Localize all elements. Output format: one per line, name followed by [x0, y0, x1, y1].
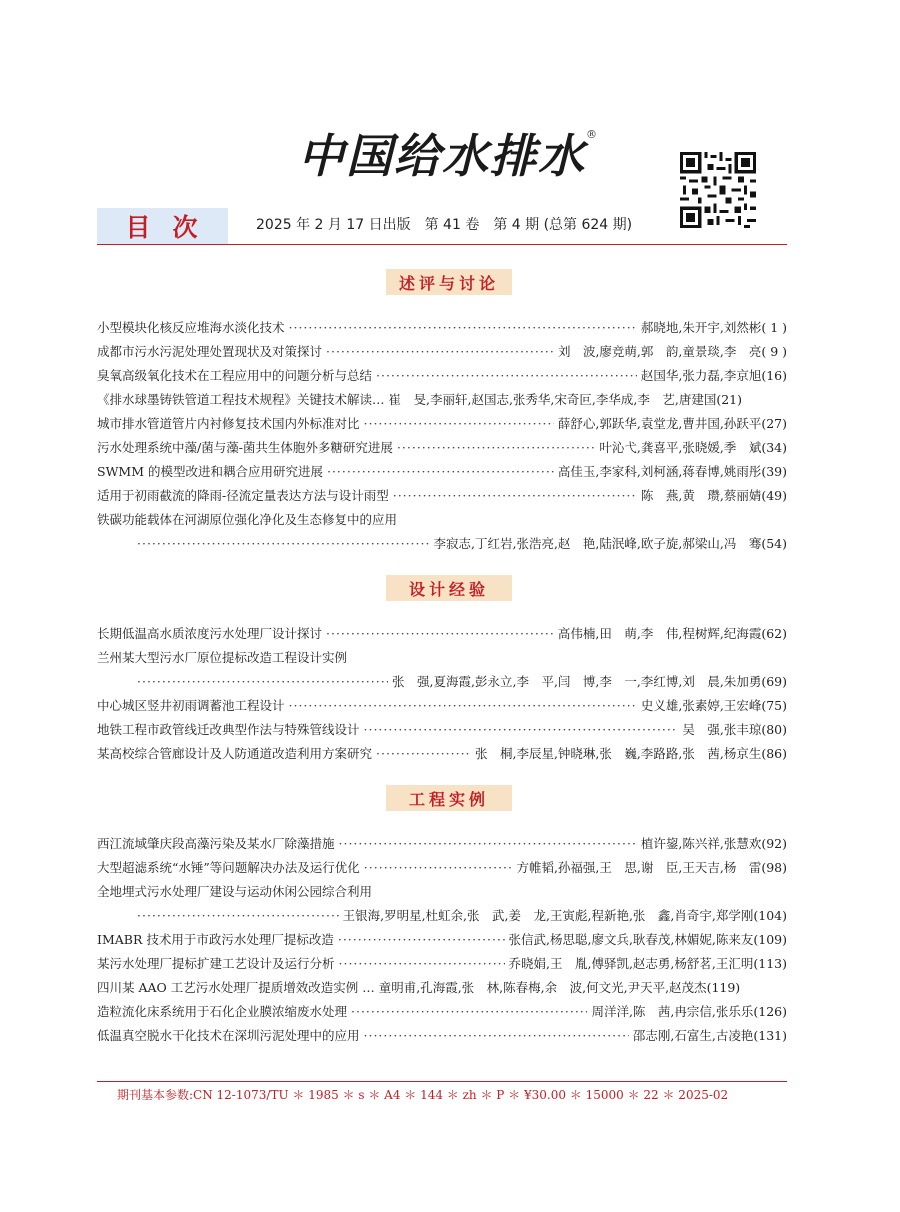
entry-authors: 周洋洋,陈 茜,冉宗信,张乐乐: [591, 1004, 754, 1019]
toc-entry[interactable]: [97, 1002, 787, 1022]
toc-entry[interactable]: [97, 366, 787, 386]
entry-authors: 刘 波,廖竞萌,郭 韵,童景琰,李 亮: [557, 344, 762, 359]
entry-page: (104): [753, 908, 787, 923]
issue-info: 2025 年 2 月 17 日出版 第 41 卷 第 4 期 (总第 624 期): [256, 217, 633, 233]
toc-entry-title[interactable]: 铁碳功能载体在河湖原位强化净化及生态修复中的应用: [97, 512, 398, 527]
toc-entry[interactable]: [97, 978, 787, 998]
entry-page: ( 9 ): [761, 344, 787, 359]
toc-entry[interactable]: [97, 438, 787, 458]
toc-entry-continuation[interactable]: [137, 906, 787, 926]
toc-entry[interactable]: [97, 954, 787, 974]
toc-entry[interactable]: [97, 858, 787, 878]
entry-title: 长期低温高水质浓度污水处理厂设计探讨: [97, 626, 323, 641]
entry-page: (21): [716, 392, 743, 407]
entry-page: (86): [761, 746, 787, 761]
entry-authors: 王银海,罗明星,杜虹余,张 武,姜 龙,王寅彪,程新艳,张 鑫,肖奇宇,郑学刚: [342, 908, 754, 923]
entry-authors: 李寂志,丁红岩,张浩亮,赵 艳,陆泯峰,欧子旋,郝梁山,冯 骞: [433, 536, 762, 551]
entry-title: 适用于初雨截流的降雨-径流定量表达方法与设计雨型: [97, 488, 389, 503]
entry-title: 小型模块化核反应堆海水淡化技术: [97, 320, 285, 335]
entry-page: (62): [761, 626, 787, 641]
toc-entry[interactable]: [97, 318, 787, 338]
toc-entry[interactable]: [97, 834, 787, 854]
entry-authors: 张 桐,李辰星,钟晓琳,张 巍,李路路,张 茜,杨京生: [474, 746, 762, 761]
entry-title: 成都市污水污泥处理处置现状及对策探讨: [97, 344, 323, 359]
entry-authors: 陈 燕,黄 瓒,蔡丽婧: [640, 488, 762, 503]
entry-page: (131): [753, 1028, 787, 1043]
toc-entry[interactable]: [97, 930, 787, 950]
entry-authors: 史义雄,张素婷,王宏峰: [640, 698, 762, 713]
entry-page: (69): [761, 674, 787, 689]
entry-page: (49): [761, 488, 787, 503]
qr-code-icon: [680, 152, 756, 228]
toc-entry[interactable]: [97, 624, 787, 644]
toc-label: 目次: [97, 208, 228, 244]
registered-mark: ®: [586, 128, 597, 141]
toc-entry[interactable]: [97, 390, 787, 410]
entry-authors: 吴 强,张丰琼: [682, 722, 762, 737]
entry-authors: 叶沁弋,龚喜平,张晓媛,季 斌: [599, 440, 762, 455]
entry-page: ( 1 ): [761, 320, 787, 335]
entry-title: 城市排水管道管片内衬修复技术国内外标准对比: [97, 416, 360, 431]
entry-page: (113): [753, 956, 787, 971]
entry-authors: 张信武,杨思聪,廖文兵,耿春茂,林媚妮,陈来友: [508, 932, 754, 947]
toc-entry[interactable]: [97, 744, 787, 764]
entry-title: 中心城区竖井初雨调蓄池工程设计: [97, 698, 285, 713]
entry-title: 某高校综合管廊设计及人防通道改造利用方案研究: [97, 746, 373, 761]
entry-title: 地铁工程市政管线迁改典型作法与特殊管线设计: [97, 722, 360, 737]
entry-title: 西江流域肇庆段高藻污染及某水厂除藻措施: [97, 836, 335, 851]
entry-title: 污水处理系统中藻/菌与藻-菌共生体胞外多糖研究进展: [97, 440, 393, 455]
entry-page: (109): [753, 932, 787, 947]
entry-title: 大型超滤系统“水锤”等问题解决办法及运行优化: [97, 860, 360, 875]
entry-title: 四川某 AAO 工艺污水处理厂提质增效改造实例 …: [97, 980, 375, 995]
entry-authors: 赵国华,张力磊,李京旭: [640, 368, 762, 383]
entry-page: (16): [761, 368, 787, 383]
entry-title: 低温真空脱水干化技术在深圳污泥处理中的应用: [97, 1028, 360, 1043]
section-title-review: 述评与讨论: [386, 269, 512, 295]
entry-title: 某污水处理厂提标扩建工艺设计及运行分析: [97, 956, 335, 971]
section-title-cases: 工程实例: [386, 785, 512, 811]
entry-authors: 薛舒心,郭跃华,袁堂龙,曹井国,孙跃平: [557, 416, 762, 431]
toc-entry-continuation[interactable]: [137, 534, 787, 554]
toc-entry[interactable]: [97, 1026, 787, 1046]
entry-page: (98): [761, 860, 787, 875]
entry-authors: 高佳玉,李家科,刘柯涵,蒋春博,姚雨彤: [557, 464, 762, 479]
entry-authors: 邵志刚,石富生,古凌艳: [632, 1028, 754, 1043]
section-title-design: 设计经验: [386, 575, 512, 601]
entry-authors: 童明甫,孔海霞,张 林,陈春梅,余 波,何文光,尹天平,赵茂杰: [378, 980, 707, 995]
journal-masthead: 中国给水排水: [298, 129, 586, 183]
entry-page: (54): [761, 536, 787, 551]
entry-page: (126): [753, 1004, 787, 1019]
entry-page: (39): [761, 464, 787, 479]
journal-parameters: 期刊基本参数:CN 12-1073/TU ＊ 1985 ＊ s ＊ A4 ＊ 144 ＊ zh ＊ P ＊ ¥30.00 ＊ 15000 ＊ 22 ＊ 2025-02: [117, 1088, 729, 1102]
header-divider: [97, 244, 787, 245]
entry-title: SWMM 的模型改进和耦合应用研究进展: [97, 464, 323, 479]
entry-title: 造粒流化床系统用于石化企业膜浓缩废水处理: [97, 1004, 348, 1019]
toc-entry[interactable]: [97, 462, 787, 482]
entry-title: 臭氧高级氧化技术在工程应用中的问题分析与总结: [97, 368, 373, 383]
toc-entry[interactable]: [97, 486, 787, 506]
entry-authors: 乔晓娟,王 胤,傅驿凯,赵志勇,杨舒茗,王汇明: [508, 956, 754, 971]
entry-authors: 高伟楠,田 萌,李 伟,程树辉,纪海霞: [557, 626, 762, 641]
toc-entry-continuation[interactable]: [137, 672, 787, 692]
entry-page: (34): [761, 440, 787, 455]
entry-authors: 张 强,夏海霞,彭永立,李 平,闫 博,李 一,李红博,刘 晨,朱加勇: [392, 674, 762, 689]
toc-entry-title[interactable]: 全地埋式污水处理厂建设与运动休闲公园综合利用: [97, 884, 373, 899]
entry-title: IMABR 技术用于市政污水处理厂提标改造: [97, 932, 334, 947]
entry-page: (119): [706, 980, 741, 995]
entry-page: (80): [761, 722, 787, 737]
entry-authors: 方帷韬,孙福强,王 思,谢 臣,王天吉,杨 雷: [516, 860, 762, 875]
entry-page: (92): [761, 836, 787, 851]
entry-page: (75): [761, 698, 787, 713]
footer-divider: [97, 1081, 787, 1082]
entry-authors: 郝晓地,朱开宇,刘然彬: [640, 320, 762, 335]
toc-entry-title[interactable]: 兰州某大型污水厂原位提标改造工程设计实例: [97, 650, 348, 665]
entry-page: (27): [761, 416, 787, 431]
toc-entry[interactable]: [97, 720, 787, 740]
entry-title: 《排水球墨铸铁管道工程技术规程》关键技术解读…: [97, 392, 385, 407]
entry-authors: 植许鋆,陈兴祥,张慧欢: [640, 836, 762, 851]
toc-entry[interactable]: [97, 414, 787, 434]
toc-entry[interactable]: [97, 696, 787, 716]
toc-entry[interactable]: [97, 342, 787, 362]
entry-authors: 崔 旻,李丽轩,赵国志,张秀华,宋奇叵,李华成,李 艺,唐建国: [388, 392, 717, 407]
